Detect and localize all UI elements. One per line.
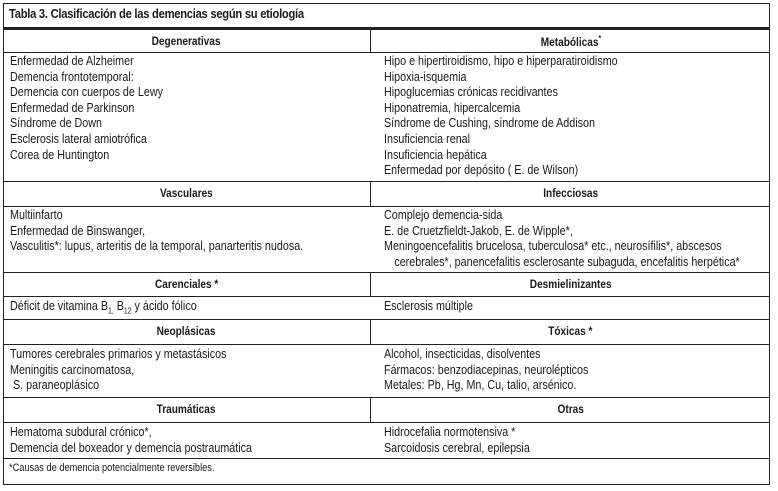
- header-otras: Otras: [557, 402, 584, 416]
- list-item: Meningitis carcinomatosa,: [10, 362, 135, 377]
- otras-list: [384, 425, 554, 456]
- list-item: Enfermedad de Parkinson: [10, 100, 135, 115]
- desmielinizantes-list: [384, 299, 488, 315]
- list-item: Síndrome de Down: [10, 116, 103, 131]
- list-item: Fármacos: benzodiacepinas, neurolépticos: [384, 362, 589, 377]
- section-divider: [3, 181, 770, 182]
- list-item: Complejo demencia-sida: [384, 208, 503, 222]
- footnote: *Causas de demencia potencialmente reversibles.: [9, 462, 215, 474]
- traumaticas-list: [10, 425, 291, 456]
- list-item: Esclerosis múltiple: [384, 299, 474, 313]
- title-divider: [3, 27, 770, 30]
- row-divider: [3, 296, 770, 297]
- list-item: Insuficiencia hepática: [384, 147, 487, 162]
- section-divider: [3, 272, 770, 273]
- vasculares-list: [10, 208, 351, 255]
- row-divider: [3, 422, 770, 423]
- list-item: E. de Cruetzfieldt-Jakob, E. de Wipple*,: [384, 223, 573, 238]
- list-item: Vasculitis*: lupus, arteritis de la temporal, panarteritis nudosa.: [10, 239, 304, 254]
- header-neoplasicas: Neoplásicas: [157, 324, 216, 338]
- degenerativas-list: [10, 54, 188, 163]
- list-item: Alcohol, insecticidas, disolventes: [384, 347, 541, 361]
- row-divider: [3, 52, 770, 53]
- infecciosas-list: [384, 208, 778, 270]
- header-traumaticas: Traumáticas: [157, 402, 216, 416]
- toxicas-list: [384, 347, 622, 394]
- list-item: Meningoencefalitis brucelosa, tuberculosa* etc., neurosífilis*, abscesos: [384, 239, 722, 254]
- header-degenerativas: Degenerativas: [152, 34, 221, 48]
- header-desmielinizantes: Desmielinizantes: [529, 277, 612, 291]
- list-item: Corea de Huntington: [10, 147, 110, 162]
- list-item: Tumores cerebrales primarios y metastásicos: [10, 347, 227, 361]
- header-carenciales: Carenciales *: [154, 277, 219, 291]
- list-item: Hipoxia-isquemia: [384, 69, 467, 84]
- list-item: Demencia con cuerpos de Lewy: [10, 85, 163, 100]
- list-item: Hipo e hipertiroidismo, hipo e hiperparatiroidismo: [384, 54, 618, 68]
- list-item: Metales: Pb, Hg, Mn, Cu, talio, arsénico.: [384, 378, 577, 393]
- list-item: Enfermedad de Binswanger,: [10, 223, 146, 238]
- list-item: Síndrome de Cushing, síndrome de Addison: [384, 116, 595, 131]
- header-metabolicas: Metabólicas*: [540, 34, 601, 49]
- list-item: Insuficiencia renal: [384, 131, 471, 146]
- row-divider: [3, 206, 770, 207]
- list-item: Hematoma subdural crónico*,: [10, 425, 152, 439]
- list-item: Esclerosis lateral amiotrófica: [10, 131, 147, 146]
- list-item: Enfermedad por depósito ( E. de Wilson): [384, 163, 579, 178]
- list-item: Demencia frontotemporal:: [10, 69, 134, 84]
- list-item: Sarcoidosis cerebral, epilepsia: [384, 440, 530, 455]
- header-vasculares: Vasculares: [160, 186, 213, 200]
- list-item: S. paraneoplásico: [10, 378, 100, 393]
- table-title: Tabla 3. Clasificación de las demencias según su etiología: [9, 6, 304, 21]
- neoplasicas-list: [10, 347, 262, 394]
- section-divider: [3, 319, 770, 320]
- carenciales-list: [10, 299, 227, 319]
- list-item: Enfermedad de Alzheimer: [10, 54, 134, 68]
- list-item: cerebrales*, panencefalitis esclerosante subaguda, encefalitis herpética*: [394, 254, 740, 269]
- list-item: Multiinfarto: [10, 208, 63, 222]
- header-toxicas: Tóxicas *: [548, 324, 593, 338]
- list-item: Hidrocefalia normotensiva *: [384, 425, 516, 439]
- list-item: Déficit de vitamina $B_{1,}$ $B_{12}$ y ácido fólico: [10, 299, 197, 316]
- list-item: Hiponatremia, hipercalcemia: [384, 100, 521, 115]
- row-divider: [3, 344, 770, 345]
- footnote-divider: [3, 458, 770, 459]
- section-divider: [3, 397, 770, 398]
- header-infecciosas: Infecciosas: [543, 186, 598, 200]
- list-item: Demencia del boxeador y demencia postraumática: [10, 440, 253, 455]
- metabolicas-list: [384, 54, 656, 179]
- list-item: Hipoglucemias crónicas recidivantes: [384, 85, 558, 100]
